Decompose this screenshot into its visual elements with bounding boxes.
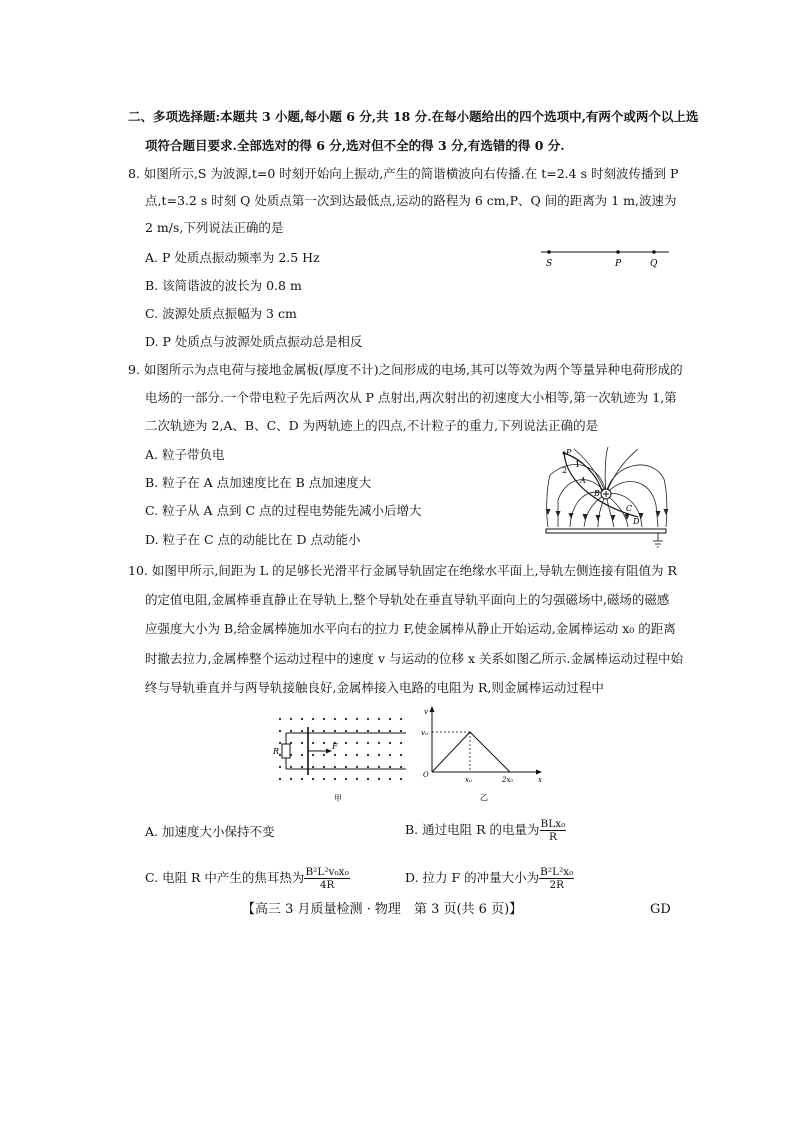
- q10-option-b-text: B. 通过电阻 R 的电量为: [405, 822, 540, 837]
- q9-label-b: B: [594, 489, 600, 498]
- q10-option-b-denominator: R: [548, 831, 557, 843]
- q9-stem-line3: 二次轨迹为 2,A、B、C、D 为两轨迹上的四点,不计粒子的重力,下列说法正确的是: [145, 418, 599, 433]
- q8-point-s: [547, 250, 551, 254]
- q8-option-a: A. P 处质点振动频率为 2.5 Hz: [145, 250, 320, 265]
- q10-caption-jia: 甲: [334, 794, 342, 803]
- q10-option-b-numerator: BLx₀: [540, 818, 566, 830]
- q8-stem-line2: 点,t=3.2 s 时刻 Q 处质点第一次到达最低点,运动的路程为 6 cm,P、Q 间的距离为 1 m,波速为: [145, 193, 677, 208]
- q10-option-c-numerator: B²L²v₀x₀: [305, 866, 349, 878]
- q8-label-q: Q: [650, 259, 658, 269]
- q8-point-p: [616, 250, 620, 254]
- q10-caption-yi: 乙: [480, 793, 488, 802]
- q10-vx-graph: [432, 732, 510, 772]
- q9-metal-plate: [546, 529, 666, 533]
- q9-field-arrows: [546, 509, 669, 521]
- q10-stem-line4: 时撤去拉力,金属棒整个运动过程中的速度 v 与运动的位移 x 关系如图乙所示.金属棒运动过程中始: [145, 651, 683, 666]
- q10-option-d-numerator: B²L²x₀: [540, 866, 574, 878]
- q10-option-c-fraction: [304, 866, 349, 891]
- q8-option-c: C. 波源处质点振幅为 3 cm: [145, 306, 297, 321]
- q9-label-1: 1: [575, 460, 581, 469]
- q8-stem-line3: 2 m/s,下列说法正确的是: [145, 220, 284, 235]
- q10-option-d-denominator: 2R: [549, 879, 565, 891]
- section-header-line2: 项符合题目要求.全部选对的得 6 分,选对但不全的得 3 分,有选错的得 0 分.: [145, 138, 565, 153]
- q10-label-v0: v₀: [421, 729, 428, 737]
- footer-page-info: 【高三 3 月质量检测 · 物理 第 3 页(共 6 页)】: [242, 902, 523, 917]
- q10-label-x0: x₀: [465, 776, 472, 784]
- q8-stem-line1: 8. 如图所示,S 为波源,t=0 时刻开始向上振动,产生的简谐横波向右传播.在 t=2.4 s 时刻波传播到 P: [128, 166, 679, 181]
- q8-option-b: B. 该简谐波的波长为 0.8 m: [145, 278, 302, 293]
- q10-option-c-text: C. 电阻 R 中产生的焦耳热为: [145, 870, 305, 885]
- q9-field-figure: [542, 445, 670, 551]
- q9-stem-line1: 9. 如图所示为点电荷与接地金属板(厚度不计)之间形成的电场,其可以等效为两个等量异种电荷形成的: [128, 362, 683, 377]
- q10-label-x: x: [538, 776, 542, 784]
- q10-option-b: [405, 818, 566, 843]
- q9-stem-line2: 电场的一部分.一个带电粒子先后两次从 P 点射出,两次射出的初速度大小相等,第一次轨迹为 1,第: [145, 390, 677, 405]
- q10-option-b-fraction: [540, 818, 567, 843]
- q10-figure-jia: [268, 713, 408, 805]
- q9-option-b: B. 粒子在 A 点加速度比在 B 点加速度大: [145, 475, 372, 490]
- q10-option-c-denominator: 4R: [319, 879, 335, 891]
- q10-option-c: [145, 866, 350, 891]
- q10-stem-line3: 应强度大小为 B,给金属棒施加水平向右的拉力 F,使金属棒从静止开始运动,金属棒运动 x₀ 的距离: [145, 621, 676, 636]
- section-header-line1: 二、多项选择题:本题共 3 小题,每小题 6 分,共 18 分.在每小题给出的四个选项中,有两个或两个以上选: [128, 109, 699, 124]
- q9-label-c: C: [626, 504, 633, 513]
- q10-label-r: R: [273, 747, 280, 756]
- q10-figure-yi: [418, 706, 548, 806]
- q10-stem-line1: 10. 如图甲所示,间距为 L 的足够长光滑平行金属导轨固定在绝缘水平面上,导轨左侧连接有阻值为 R: [128, 563, 677, 578]
- q9-label-a: A: [580, 476, 586, 485]
- q9-option-d: D. 粒子在 C 点的动能比在 D 点动能小: [145, 532, 361, 547]
- q9-label-p: P: [566, 448, 572, 457]
- q10-option-d: [405, 866, 574, 891]
- q9-option-c: C. 粒子从 A 点到 C 点的过程电势能先减小后增大: [145, 503, 422, 518]
- q10-option-a: A. 加速度大小保持不变: [145, 824, 275, 839]
- q8-label-s: S: [546, 259, 553, 269]
- q10-magnetic-field-dots: [279, 718, 402, 780]
- q10-label-f: F: [332, 742, 338, 751]
- q8-point-q: [652, 250, 656, 254]
- q10-label-2x0: 2x₀: [502, 776, 514, 784]
- q10-option-d-fraction: [539, 866, 574, 891]
- q10-stem-line5: 终与导轨垂直并与两导轨接触良好,金属棒接入电路的电阻为 R,则金属棒运动过程中: [145, 680, 604, 695]
- q8-label-p: P: [615, 259, 622, 269]
- q9-option-a: A. 粒子带负电: [145, 447, 225, 462]
- q10-label-o: O: [423, 771, 429, 779]
- q10-option-d-text: D. 拉力 F 的冲量大小为: [405, 870, 540, 885]
- q9-label-2: 2: [562, 466, 568, 475]
- q10-label-v: v: [424, 708, 428, 716]
- q9-label-d: D: [633, 517, 640, 526]
- q8-option-d: D. P 处质点与波源处质点振动总是相反: [145, 334, 363, 349]
- q10-stem-line2: 的定值电阻,金属棒垂直静止在导轨上,整个导轨处在垂直导轨平面向上的匀强磁场中,磁场的磁感: [145, 592, 670, 607]
- q10-resistor: [282, 744, 290, 758]
- q8-wave-figure: [535, 244, 675, 270]
- footer-code: GD: [650, 902, 671, 917]
